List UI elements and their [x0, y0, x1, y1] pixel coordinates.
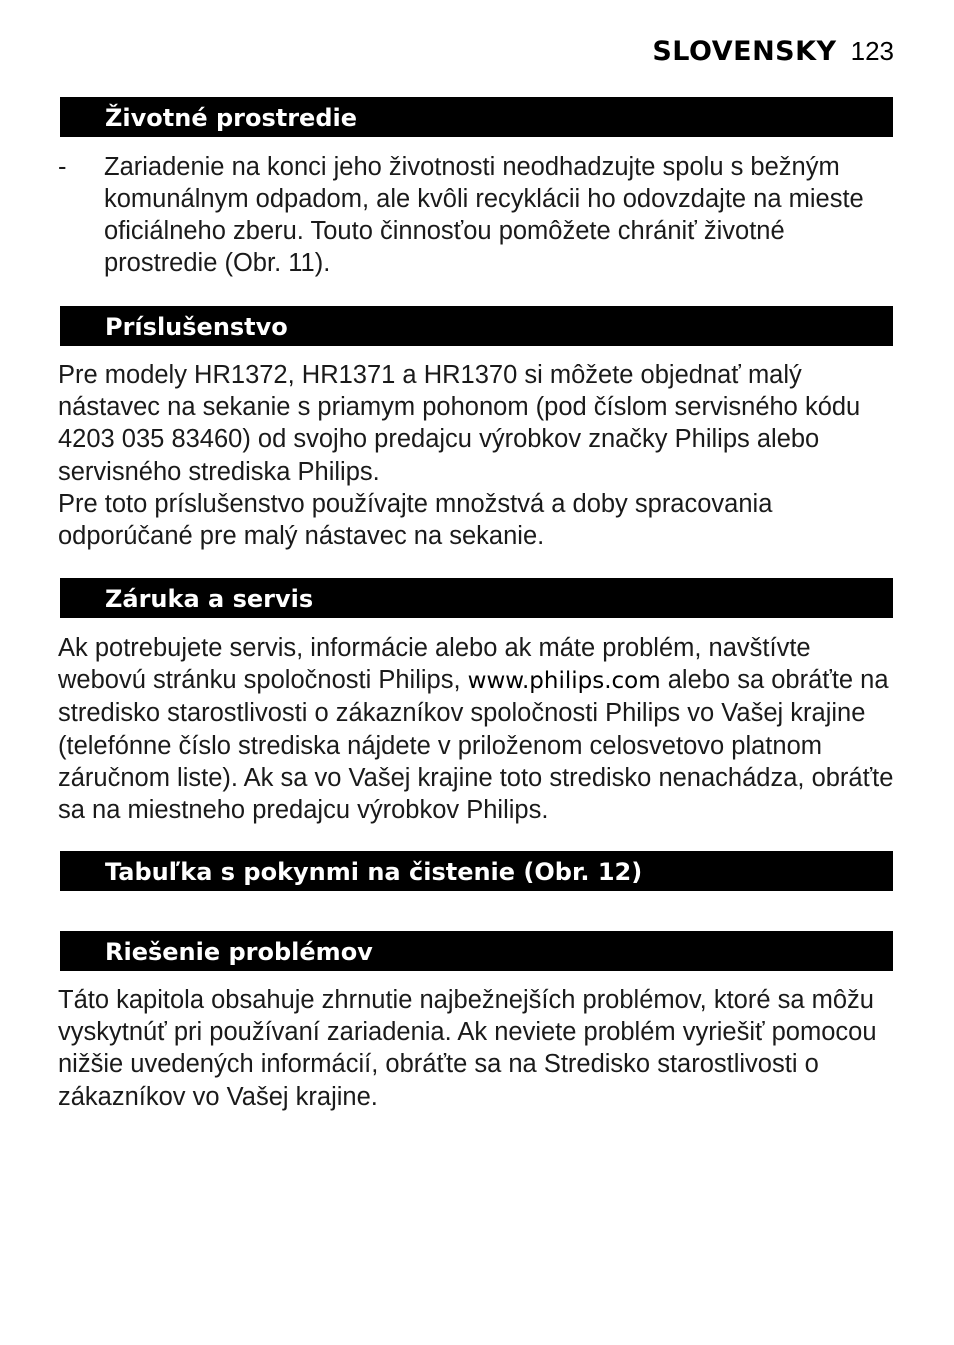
text-line: (telefónne číslo strediska nájdete v priloženom celosvetovo platnom: [58, 731, 822, 760]
philips-website-link[interactable]: www.philips.com: [467, 668, 661, 695]
text-line: Ak potrebujete servis, informácie alebo ak máte problém, navštívte: [58, 634, 811, 662]
text-line: stredisko starostlivosti o zákazníkov spoločnosti Philips vo Vašej krajine: [58, 699, 866, 728]
section-heading-cleaning-table: Tabuľka s pokynmi na čistenie (Obr. 12): [60, 851, 893, 891]
text-line: Pre toto príslušenstvo používajte množstvá a doby spracovania: [58, 489, 773, 518]
text-line: servisného strediska Philips.: [58, 457, 380, 486]
text-line: záručnom liste). Ak sa vo Vašej krajine toto stredisko nenachádza, obráťte: [58, 763, 894, 792]
section-heading-accessories: Príslušenstvo: [60, 306, 893, 346]
environment-bullet-item: [58, 151, 898, 281]
text-line: vyskytnúť pri používaní zariadenia. Ak neviete problém vyriešiť pomocou: [58, 1018, 877, 1047]
text-line: Zariadenie na konci jeho životnosti neodhadzujte spolu s bežným: [104, 153, 840, 181]
page-number: 123: [850, 36, 894, 66]
page-header: [652, 36, 894, 67]
text-line: nástavec na sekanie s priamym pohonom (pod číslom servisného kódu: [58, 393, 861, 422]
text-line: Pre modely HR1372, HR1371 a HR1370 si môžete objednať malý: [58, 361, 802, 389]
text-segment: alebo sa obráťte na: [660, 666, 889, 695]
text-line: oficiálneho zberu. Touto činnosťou pomôžete chrániť životné: [104, 217, 785, 245]
text-segment: webovú stránku spoločnosti Philips,: [58, 666, 468, 695]
text-line: sa na miestneho predajcu výrobkov Philips.: [58, 796, 549, 825]
text-line: zákazníkov vo Vašej krajine.: [58, 1082, 378, 1111]
language-label: SLOVENSKY: [652, 36, 837, 67]
text-line: nižšie uvedených informácií, obráťte sa na Stredisko starostlivosti o: [58, 1050, 819, 1079]
guarantee-text: [58, 632, 898, 826]
text-line: komunálnym odpadom, ale kvôli recyklácii ho odovzdajte na mieste: [104, 185, 864, 213]
text-line-with-link: [58, 664, 898, 697]
text-line: odporúčané pre malý nástavec na sekanie.: [58, 522, 545, 551]
environment-text: [104, 151, 894, 279]
text-line: 4203 035 83460) od svojho predajcu výrobkov značky Philips alebo: [58, 425, 820, 454]
troubleshooting-text: [58, 984, 898, 1113]
text-line: Táto kapitola obsahuje zhrnutie najbežnejších problémov, ktoré sa môžu: [58, 986, 874, 1014]
text-line: prostredie (Obr. 11).: [104, 249, 331, 277]
accessories-text: [58, 359, 898, 552]
section-heading-environment: Životné prostredie: [60, 97, 893, 137]
section-heading-troubleshooting: Riešenie problémov: [60, 931, 893, 971]
section-heading-guarantee: Záruka a servis: [60, 578, 893, 618]
bullet-dash: -: [58, 153, 67, 181]
